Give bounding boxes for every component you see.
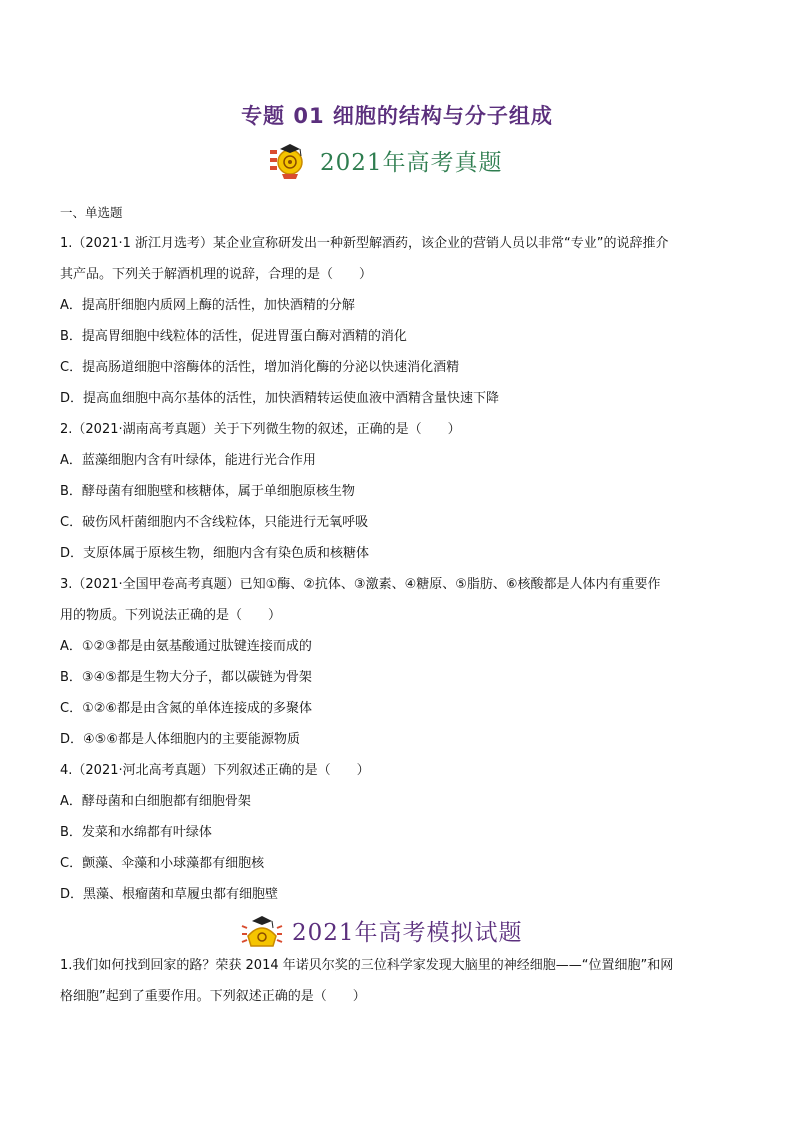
section-heading: 一、单选题 — [60, 205, 123, 220]
option-a: A．酵母菌和白细胞都有细胞骨架 — [60, 794, 251, 809]
question-item — [60, 228, 740, 414]
option-d: D．④⑤⑥都是人体细胞内的主要能源物质 — [60, 732, 300, 747]
banner-title: 2021年高考模拟试题 — [292, 919, 523, 946]
option-a: A．蓝藻细胞内含有叶绿体，能进行光合作用 — [60, 453, 316, 468]
option-b: B．发菜和水绵都有叶绿体 — [60, 825, 212, 840]
option-c: C．提高肠道细胞中溶酶体的活性，增加消化酶的分泌以快速消化酒精 — [60, 360, 460, 375]
question-stem: 其产品。下列关于解酒机理的说辞，合理的是（ ） — [60, 267, 373, 282]
option-d: D．黑藻、根瘤菌和草履虫都有细胞壁 — [60, 887, 279, 902]
option-c: C．①②⑥都是由含氮的单体连接成的多聚体 — [60, 701, 313, 716]
question-section — [60, 950, 740, 1012]
question-stem: 1.我们如何找到回家的路？荣获 2014 年诺贝尔奖的三位科学家发现大脑里的神经细胞——“位置细胞”和网 — [60, 958, 674, 973]
question-stem: 1.（2021·1 浙江月选考）某企业宣称研发出一种新型解酒药，该企业的营销人员以非常“专业”的说辞推介 — [60, 236, 669, 251]
question-stem: 4.（2021·河北高考真题）下列叙述正确的是（ ） — [60, 763, 370, 778]
option-c: C．颤藻、伞藻和小球藻都有细胞核 — [60, 856, 265, 871]
exam-section-banner — [268, 140, 503, 180]
option-b: B．酵母菌有细胞壁和核糖体，属于单细胞原核生物 — [60, 484, 355, 499]
question-item — [60, 755, 740, 910]
question-item — [60, 950, 740, 1012]
option-a: A．①②③都是由氨基酸通过肽键连接而成的 — [60, 639, 312, 654]
mock-section-banner — [240, 910, 523, 950]
question-stem: 3.（2021·全国甲卷高考真题）已知①酶、②抗体、③激素、④糖原、⑤脂肪、⑥核酸都是人体内有重要作 — [60, 577, 661, 592]
banner-title: 2021年高考真题 — [320, 149, 503, 176]
option-d: D．提高血细胞中高尔基体的活性，加快酒精转运使血液中酒精含量快速下降 — [60, 391, 500, 406]
question-section — [60, 197, 740, 910]
option-a: A．提高肝细胞内质网上酶的活性，加快酒精的分解 — [60, 298, 355, 313]
option-d: D．支原体属于原核生物，细胞内含有染色质和核糖体 — [60, 546, 370, 561]
question-stem: 2.（2021·湖南高考真题）关于下列微生物的叙述，正确的是（ ） — [60, 422, 461, 437]
option-b: B．③④⑤都是生物大分子，都以碳链为骨架 — [60, 670, 312, 685]
question-stem: 用的物质。下列说法正确的是（ ） — [60, 608, 282, 623]
option-b: B．提高胃细胞中线粒体的活性，促进胃蛋白酶对酒精的消化 — [60, 329, 407, 344]
question-stem: 格细胞”起到了重要作用。下列叙述正确的是（ ） — [60, 989, 366, 1004]
scholar-emblem-icon — [240, 910, 284, 950]
page-title: 专题 01 细胞的结构与分子组成 — [241, 104, 553, 128]
question-item — [60, 414, 740, 569]
question-item — [60, 569, 740, 755]
option-c: C．破伤风杆菌细胞内不含线粒体，只能进行无氧呼吸 — [60, 515, 369, 530]
scholar-emblem-icon — [268, 140, 312, 180]
